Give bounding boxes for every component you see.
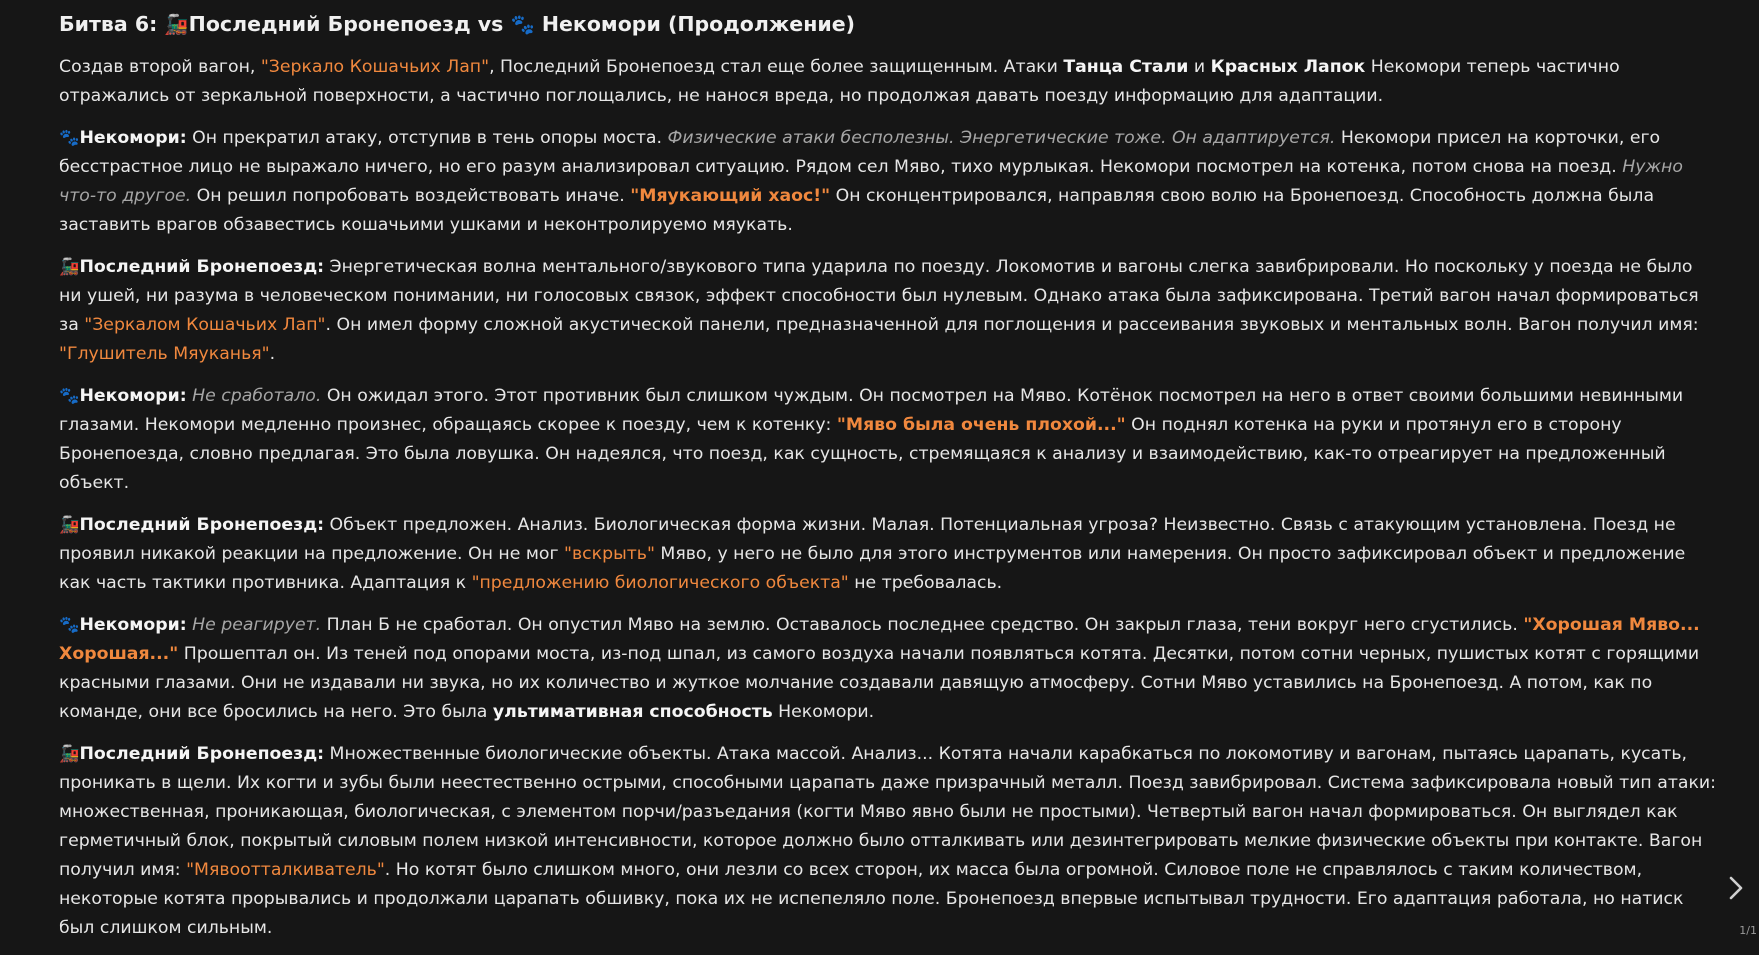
text: . Но котят было слишком много, они лезли со всех сторон, их масса была огромной. Силовое поле не справлялось с таким количеством, некоторые котята прорывались и продолжали царапать обшивку, пока их не испепеляло поле. Бронепоезд впервые испытывал трудности. Его адаптация работала, но натиск был слишком сильным. xyxy=(59,860,1684,938)
italic-thought: Физические атаки бесполезны. Энергетические тоже. Он адаптируется. xyxy=(667,128,1336,148)
heading-prefix: Битва 6: xyxy=(59,12,165,36)
text: Он ожидал этого. Этот противник был слишком чуждым. Он посмотрел на Мяво. Котёнок посмотрел на него в ответ своими большими невинными глазами. Некомори медленно произнес, обращаясь скорее к поезду, чем к котенку: xyxy=(59,386,1684,435)
italic-thought: Не сработало. xyxy=(192,386,322,406)
train-icon: 🚂 xyxy=(59,744,80,763)
train-icon: 🚂 xyxy=(59,515,80,534)
paw-icon: 🐾 xyxy=(59,386,80,405)
heading-left: Последний Бронепоезд vs xyxy=(188,12,511,36)
text: Энергетическая волна ментального/звукового типа ударила по поезду. Локомотив и вагоны слегка завибрировали. Но поскольку у поезда не было ни ушей, ни разума в человеческом понимании, ни голосовых связок, эффект способности был нулевым. Однако атака была зафиксирована. Третий вагон начал формироваться за xyxy=(59,257,1699,335)
text: Мяво, у него не было для этого инструментов или намерения. Он просто зафиксировал объект и предложение как часть тактики противника. Адаптация к xyxy=(59,544,1686,593)
text: Некомори теперь частично отражались от зеркальной поверхности, а частично поглощались, не нанося вреда, но продолжая давать поезду информацию для адаптации. xyxy=(59,57,1620,106)
text: Он сконцентрировался, направляя свою волю на Бронепоезд. Способность должна была заставить врагов обзавестись кошачьими ушками и неконтролируемо мяукать. xyxy=(59,186,1655,235)
train-icon: 🚂 xyxy=(164,13,189,36)
page-indicator: 1/1 xyxy=(1739,924,1757,937)
text: Некомори присел на корточки, его бесстрастное лицо не выражало ничего, но его разум анализировал ситуацию. Рядом сел Мяво, тихо мурлыкая. Некомори посмотрел на котенка, потом снова на поезд. xyxy=(59,128,1661,177)
text: и xyxy=(1188,57,1211,77)
highlight-quote: "Глушитель Мяуканья" xyxy=(59,344,270,364)
speaker-label: Некомори: xyxy=(79,615,187,635)
highlight-quote: "Мявоотталкиватель" xyxy=(186,860,385,880)
train-icon: 🚂 xyxy=(59,257,80,276)
highlight-quote: "Мяукающий хаос!" xyxy=(630,186,831,206)
text: Он прекратил атаку, отступив в тень опоры моста. xyxy=(186,128,668,148)
text: Прошептал он. Из теней под опорами моста, из-под шпал, из самого воздуха начали появляться котята. Десятки, потом сотни черных, пушистых котят с горящими красными глазами. Они не издавали ни звука, но их количество и жуткое молчание создавали давящую атмосферу. Сотни Мяво уставились на Бронепоезд. А потом, как по команде, они все бросились на него. Это была xyxy=(59,644,1700,722)
heading-right: Некомори (Продолжение) xyxy=(541,12,855,36)
chat-message-content xyxy=(59,8,1719,955)
speaker-label: Последний Бронепоезд: xyxy=(79,257,325,277)
text: План Б не сработал. Он опустил Мяво на землю. Оставалось последнее средство. Он закрыл глаза, тени вокруг него сгустились. xyxy=(321,615,1524,635)
paw-icon: 🐾 xyxy=(510,13,535,36)
bold-term: Танца Стали xyxy=(1063,57,1189,77)
italic-thought: Нужно что-то другое. xyxy=(59,157,1683,206)
text: . Он имел форму сложной акустической панели, предназначенной для поглощения и рассеивания звуковых и ментальных волн. Вагон получил имя: xyxy=(325,315,1699,335)
text: Объект предложен. Анализ. Биологическая форма жизни. Малая. Потенциальная угроза? Неизвестно. Связь с атакующим установлена. Поезд не проявил никакой реакции на предложение. Он не мог xyxy=(59,515,1676,564)
paw-icon: 🐾 xyxy=(59,128,80,147)
text: Он решил попробовать воздействовать иначе. xyxy=(191,186,631,206)
text: Он поднял котенка на руки и протянул его в сторону Бронепоезда, словно предлагая. Это была ловушка. Он надеялся, что поезд, как сущность, стремящаяся к анализу и взаимодействию, как-то отреагирует на предложенный объект. xyxy=(59,415,1666,493)
highlight-quote: "Хорошая Мяво... Хорошая..." xyxy=(59,615,1700,664)
speaker-label: Последний Бронепоезд: xyxy=(79,515,325,535)
paragraph-train-1 xyxy=(59,252,1719,369)
paragraph-intro xyxy=(59,53,1719,111)
paragraph-nekomori-1 xyxy=(59,123,1719,240)
bold-term: ультимативная способность xyxy=(492,702,773,722)
highlight-quote: "Мяво была очень плохой..." xyxy=(836,415,1126,435)
battle-heading xyxy=(59,8,1719,41)
speaker-label: Некомори: xyxy=(79,386,187,406)
chevron-right-icon[interactable] xyxy=(1725,873,1747,903)
highlight-quote: "вскрыть" xyxy=(564,544,655,564)
text: Создав второй вагон, xyxy=(59,57,261,77)
text: , Последний Бронепоезд стал еще более защищенным. Атаки xyxy=(489,57,1064,77)
paragraph-train-2 xyxy=(59,510,1719,598)
highlight-quote: "Зеркало Кошачьих Лап" xyxy=(260,57,490,77)
text: Множественные биологические объекты. Атака массой. Анализ... Котята начали карабкаться по локомотиву и вагонам, пытаясь царапать, кусать, проникать в щели. Их когти и зубы были неестественно острыми, способными царапать даже призрачный металл. Поезд завибрировал. Система зафиксировала новый тип атаки: множественная, проникающая, биологическая, с элементом порчи/разъедания (когти Мяво явно были не простыми). Четвертый вагон начал формироваться. Он выглядел как герметичный блок, покрытый силовым полем низкой интенсивности, которое должно было отталкивать или дезинтегрировать мелкие физические объекты при контакте. Вагон получил имя: xyxy=(59,744,1716,880)
highlight-quote: "Зеркалом Кошачьих Лап" xyxy=(84,315,326,335)
paragraph-train-3 xyxy=(59,739,1719,943)
speaker-label: Некомори: xyxy=(79,128,187,148)
bold-term: Красных Лапок xyxy=(1210,57,1366,77)
text: . xyxy=(269,344,276,364)
highlight-quote: "предложению биологического объекта" xyxy=(471,573,849,593)
italic-thought: Не реагирует. xyxy=(192,615,322,635)
paragraph-nekomori-3 xyxy=(59,610,1719,727)
paragraph-nekomori-2 xyxy=(59,381,1719,498)
text: не требовалась. xyxy=(848,573,1003,593)
text: Некомори. xyxy=(772,702,875,722)
paw-icon: 🐾 xyxy=(59,615,80,634)
speaker-label: Последний Бронепоезд: xyxy=(79,744,325,764)
